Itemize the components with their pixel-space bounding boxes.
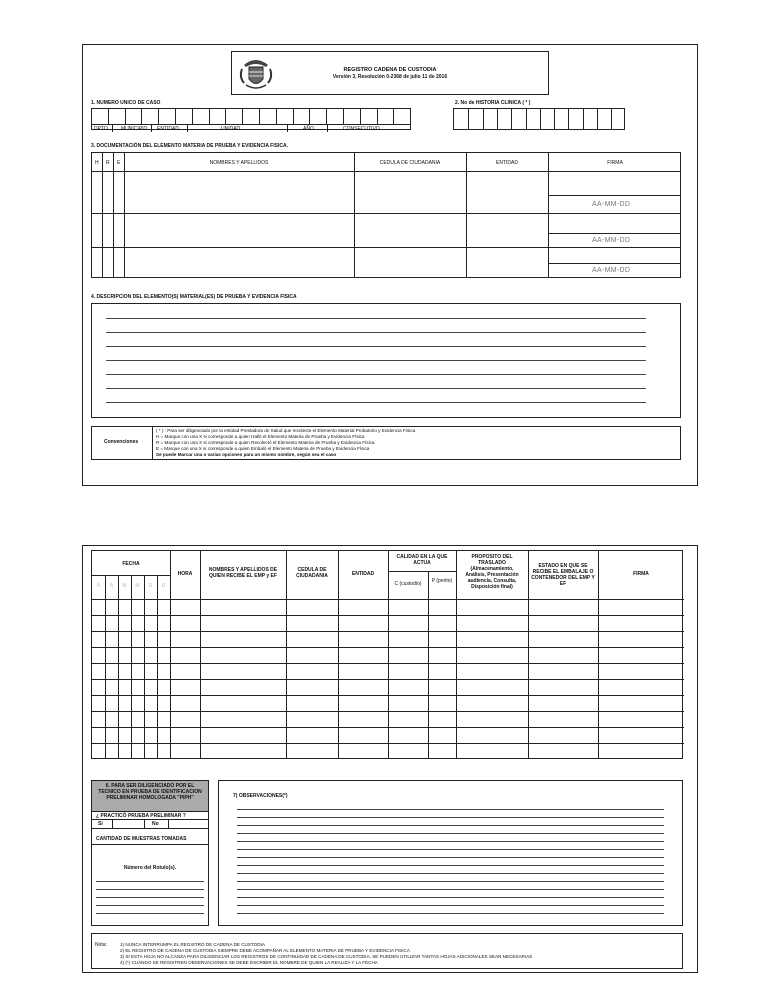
case-digit-divider [293, 108, 294, 124]
clinic-digit-divider [611, 109, 612, 129]
notes-box [91, 933, 683, 969]
case-digit-divider [326, 108, 327, 124]
conventions-label: Convenciones [104, 439, 139, 445]
convention-note: Se puede Marcar una o varias opciones para un mismo nombre, según sea el caso [156, 452, 337, 457]
piph-label: 6. PARA SER DILIGENCIADO POR EL TECNICO EN PRUEBA DE IDENTIFICACION PRELIMINAR HOMOLOGADA "PIPH" [98, 783, 202, 801]
observation-line [237, 897, 664, 898]
case-digit-divider [175, 108, 176, 124]
note-line-4: 4) (*) CUANDO SE REGISTREN OBSERVACIONES SE DEBE ESCRIBIR EL NOMBRE DE QUIEN LA REALIZA Y LA FECHA [120, 960, 378, 965]
fecha-sub-label: M [122, 583, 127, 589]
note-line-1: 1) NUNCA INTERRUMPA EL REGISTRO DE CADENA DE CUSTODIA [120, 942, 265, 947]
col-firma: FIRMA [607, 160, 623, 166]
col-calidad-c: C (custodio) [394, 581, 422, 587]
clinic-digit-divider [568, 109, 569, 129]
col-nombres: NOMBRES Y APELLIDOS [209, 160, 269, 166]
table-row[interactable] [92, 600, 684, 615]
clinic-digit-divider [483, 109, 484, 129]
observation-line [237, 865, 664, 866]
fecha-sub-label: A [96, 583, 101, 589]
col-calidad: CALIDAD EN LA QUE ACTUA [396, 554, 448, 566]
form-title: REGISTRO CADENA DE CUSTODIA [343, 67, 437, 73]
case-digit-divider [225, 108, 226, 124]
case-digit-divider [108, 108, 109, 124]
observation-line [237, 873, 664, 874]
observation-line [237, 857, 664, 858]
description-label: 4. DESCRIPCION DEL ELEMENTO(S) MATERIAL(ES) DE PRUEBA Y EVIDENCIA FISICA [91, 294, 297, 300]
case-number-sublabels [91, 124, 411, 132]
piph-question: ¿ PRACTICÓ PRUEBA PRELIMINAR ? [96, 813, 186, 819]
sublabel-municipio: MUNICIPIO [121, 126, 148, 132]
observation-line [237, 889, 664, 890]
observation-line [237, 841, 664, 842]
observations-box[interactable] [218, 780, 683, 926]
table-row[interactable] [92, 744, 684, 759]
col-calidad-p: P (perito) [431, 578, 453, 584]
col-hora: HORA [177, 571, 193, 577]
case-digit-divider [192, 108, 193, 124]
case-digit-divider [377, 108, 378, 124]
col-proposito: PROPOSITO DEL TRASLADO (Almacenamiento, Análisis, Presentación audiencia, Consulta, Disposición final) [465, 554, 519, 590]
fecha-sub-label: M [135, 583, 140, 589]
clinic-digit-divider [597, 109, 598, 129]
observation-line [237, 849, 664, 850]
header-box [231, 51, 549, 95]
clinical-history-label: 2. No de HISTORIA CLINICA ( * ) [455, 100, 531, 106]
observation-line [237, 905, 664, 906]
case-digit-divider [141, 108, 142, 124]
table-row[interactable] [92, 664, 684, 679]
form-page-1 [82, 44, 698, 486]
piph-si-label: Si [98, 821, 103, 827]
col-h: H [95, 160, 99, 166]
piph-no-label: No [152, 821, 159, 827]
clinic-digit-divider [511, 109, 512, 129]
piph-si-checkbox[interactable] [113, 820, 143, 828]
date-placeholder-3[interactable]: AA-MM-DD [592, 267, 631, 274]
case-digit-divider [259, 108, 260, 124]
case-digit-divider [158, 108, 159, 124]
form-subtitle: Versión 3, Resolución 0-2368 de julio 11 de 2016 [332, 74, 448, 80]
piph-no-checkbox[interactable] [169, 820, 209, 828]
col-fecha: FECHA [122, 561, 140, 567]
col-estado: ESTADO EN QUE SE RECIBE EL EMBALAJE O CONTENEDOR DEL EMP Y EF [531, 563, 595, 587]
convention-line-3: R = Marque con una X si corresponde a quien Recolectó el Elemento Materia de Prueba y Evidencia Física [156, 440, 375, 445]
observation-line [237, 809, 664, 810]
table-row[interactable] [92, 728, 684, 743]
table-row[interactable] [92, 696, 684, 711]
observation-line [237, 825, 664, 826]
piph-header [92, 781, 208, 812]
table-row[interactable] [92, 648, 684, 663]
documentation-label: 3. DOCUMENTACIÓN DEL ELEMENTO MATERIA DE PRUEBA Y EVIDENCIA FISICA. [91, 143, 288, 149]
clinic-digit-divider [526, 109, 527, 129]
sublabel-unidad: UNIDAD [221, 126, 241, 132]
table-row[interactable] [92, 680, 684, 695]
clinic-digit-divider [497, 109, 498, 129]
case-digit-divider [209, 108, 210, 124]
col-e: E [117, 160, 121, 166]
clinic-digit-divider [468, 109, 469, 129]
conventions-box [91, 426, 681, 460]
convention-line-4: E = Marque con una X si corresponde a quien Embaló el Elemento Materia de Prueba y Evidencia Física [156, 446, 370, 451]
clinic-digit-divider [583, 109, 584, 129]
convention-line-2: H = Marque con una X si corresponde a quien Halló el Elemento Materia de Prueba y Evidencia Física [156, 434, 365, 439]
col-cedula: CEDULA DE CIUDADANIA [379, 160, 441, 166]
col-entidad-recibe: ENTIDAD [351, 571, 375, 577]
observations-label: 7) OBSERVACIONES(*) [233, 793, 288, 799]
col-nombres-recibe: NOMBRES Y APELLIDOS DE QUIEN RECIBE EL EMP y EF [208, 567, 278, 579]
transfer-table [91, 550, 683, 759]
piph-box [91, 780, 209, 926]
fecha-sub-label: A [109, 583, 114, 589]
table-row[interactable] [92, 616, 684, 631]
piph-rotulo-label: Número del Rotulo(s). [123, 865, 177, 871]
note-line-3: 3) SI ESTA HOJA NO ALCANZA PARA DILIGENCIAR LOS REGISTROS DE CONTINUIDAD DE CADENA DE CUSTODIA, SE PUEDEN UTILIZAR TANTAS HOJAS ADICIONALES SEAN NECESARIAS [120, 954, 533, 959]
fecha-sub-label: D [161, 583, 166, 589]
convention-line-1: ( * ) : Para ser diligenciado por la entidad Prestadora de Salud que recolecte el Elemento Material Probatorio y Evidencia Física [156, 428, 416, 433]
date-placeholder-1[interactable]: AA-MM-DD [592, 201, 631, 208]
table-row[interactable] [92, 632, 684, 647]
note-line-2: 2) EL REGISTRO DE CADENA DE CUSTODIA SIEMPRE DEBE ACOMPAÑAR AL ELEMENTO MATERIA DE PRUEBA Y EVIDENCIA FISICA [120, 948, 410, 953]
col-firma-recibe: FIRMA [633, 571, 649, 577]
case-digit-divider [393, 108, 394, 124]
case-digit-divider [410, 108, 411, 124]
case-number-label: 1. NUMERO UNICO DE CASO [91, 100, 161, 106]
case-digit-divider [276, 108, 277, 124]
notes-label: Nota: [95, 942, 107, 948]
col-cedula-recibe: CEDULA DE CIUDADANIA [296, 567, 328, 579]
sublabel-entidad: ENTIDAD [157, 126, 179, 132]
col-r: R [106, 160, 110, 166]
case-digit-divider [360, 108, 361, 124]
date-placeholder-2[interactable]: AA-MM-DD [592, 237, 631, 244]
clinic-digit-divider [554, 109, 555, 129]
case-digit-divider [125, 108, 126, 124]
case-digit-divider [242, 108, 243, 124]
observation-line [237, 833, 664, 834]
case-digit-divider [343, 108, 344, 124]
col-entidad: ENTIDAD [496, 160, 518, 166]
case-digit-divider [309, 108, 310, 124]
sublabel-consecutivo: CONSECUTIVO [343, 126, 380, 132]
sublabel-dpto: DPTO [94, 126, 108, 132]
clinical-history-field[interactable] [453, 108, 625, 130]
observation-line [237, 913, 664, 914]
clinic-digit-divider [540, 109, 541, 129]
form-page-2 [82, 545, 698, 973]
sublabel-ano: AÑO [303, 126, 314, 132]
piph-cantidad-label: CANTIDAD DE MUESTRAS TOMADAS [96, 836, 187, 842]
observation-line [237, 817, 664, 818]
fecha-sub-label: D [148, 583, 153, 589]
description-field[interactable] [91, 303, 681, 418]
observation-line [237, 881, 664, 882]
table-row[interactable] [92, 712, 684, 727]
documentation-table [91, 152, 681, 278]
